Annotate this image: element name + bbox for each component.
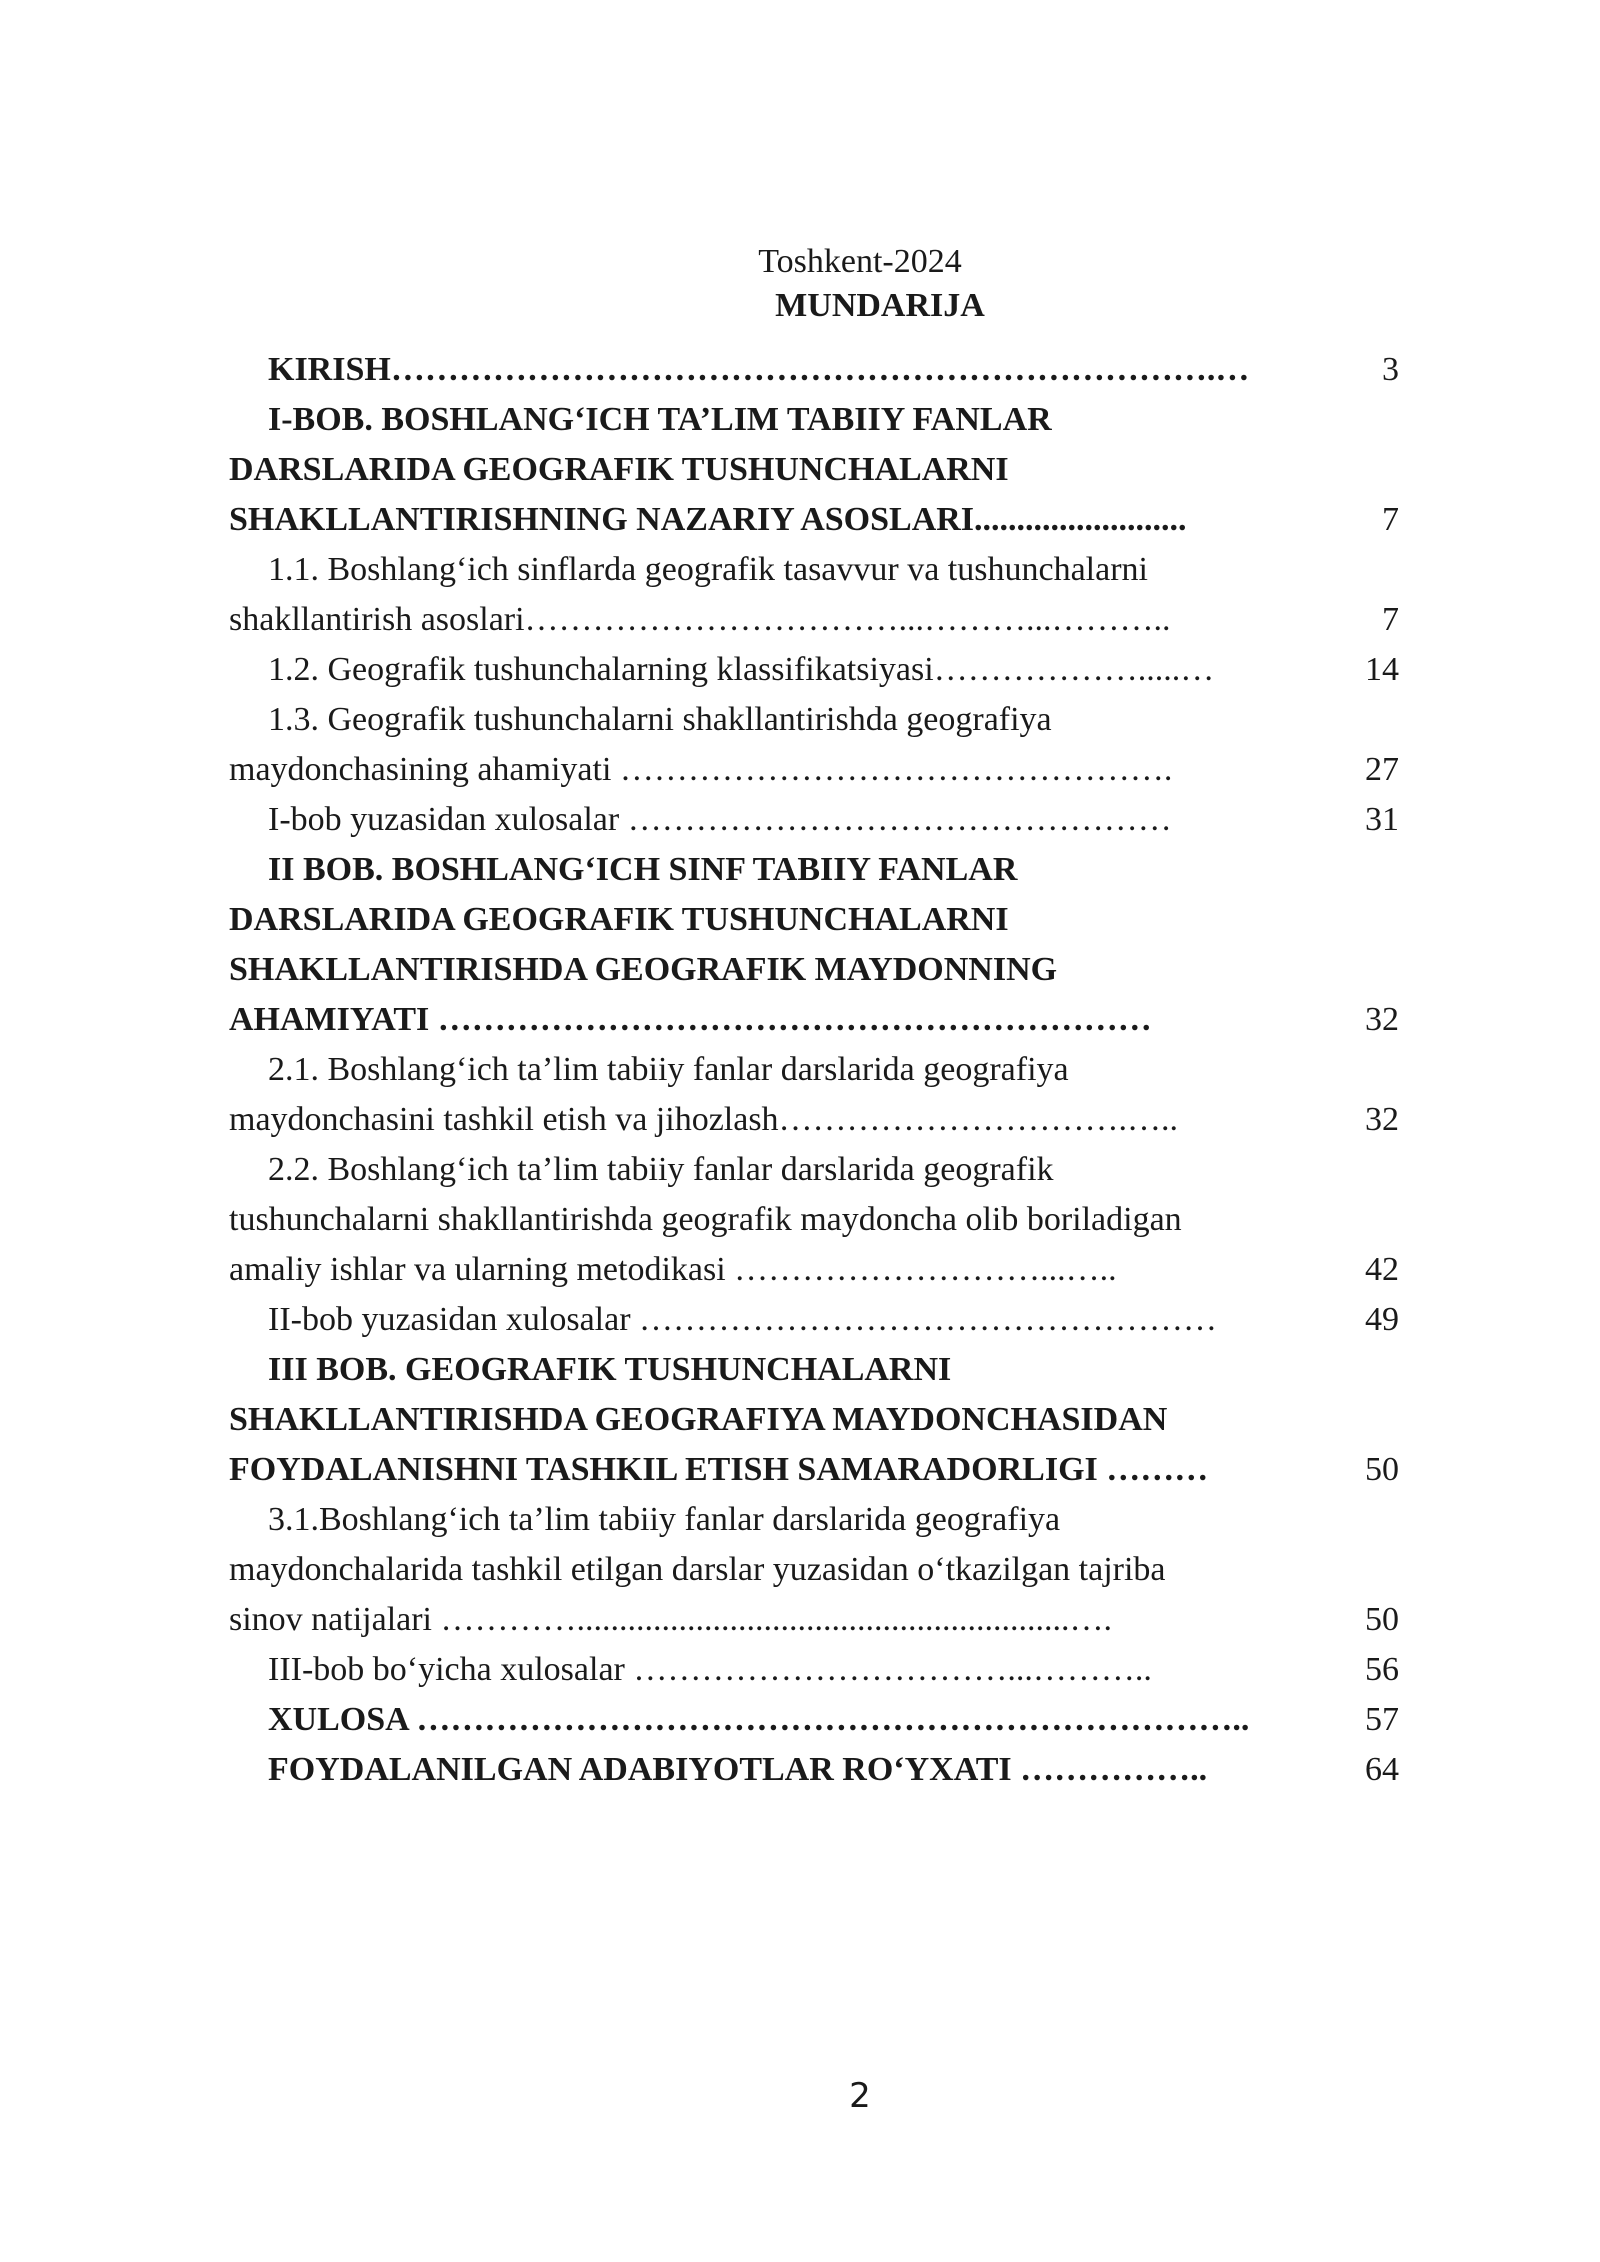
toc-page-number: 50: [1365, 1601, 1399, 1638]
toc-entry-text: 1.1. Boshlang‘ich sinflarda geografik tasavvur va tushunchalarni: [268, 551, 1148, 588]
toc-page-number: 7: [1382, 501, 1399, 538]
toc-entry-line: [229, 395, 1399, 445]
toc-entry-text: DARSLARIDA GEOGRAFIK TUSHUNCHALARNI: [229, 901, 1009, 938]
toc-entry-line: [229, 1495, 1399, 1545]
toc-page-number: 42: [1365, 1251, 1399, 1288]
toc-page-number: 31: [1365, 801, 1399, 838]
toc-entry-line: [229, 1245, 1399, 1295]
toc-entry-text: 3.1.Boshlang‘ich ta’lim tabiiy fanlar darslarida geografiya: [268, 1501, 1061, 1538]
toc-entry[interactable]: [229, 1345, 1399, 1495]
toc-entry-line: [229, 845, 1399, 895]
toc-page-number: 32: [1365, 1001, 1399, 1038]
page-number: 2: [849, 2076, 871, 2116]
toc-entry-line: [229, 1745, 1399, 1795]
toc-entry-text: FOYDALANISHNI TASHKIL ETISH SAMARADORLIGI ………: [229, 1451, 1209, 1488]
toc-page-number: 3: [1382, 351, 1399, 388]
toc-entry-line: [229, 745, 1399, 795]
toc-entry-text: 1.2. Geografik tushunchalarning klassifikatsiyasi……………….....…: [268, 651, 1215, 688]
toc-entry-text: SHAKLLANTIRISHDA GEOGRAFIYA MAYDONCHASIDAN: [229, 1401, 1168, 1438]
toc-entry-line: [229, 1645, 1399, 1695]
toc-entry-line: [229, 1695, 1399, 1745]
toc-entry[interactable]: [229, 1145, 1399, 1295]
toc-entry-line: [229, 1095, 1399, 1145]
toc-entry-text: tushunchalarni shakllantirishda geografik maydoncha olib boriladigan: [229, 1201, 1182, 1238]
toc-entry[interactable]: [229, 395, 1399, 545]
toc-entry-line: [229, 1595, 1399, 1645]
toc-entry-line: [229, 1395, 1399, 1445]
toc-entry-line: [229, 695, 1399, 745]
toc-page-number: 64: [1365, 1751, 1399, 1788]
table-of-contents: [229, 345, 1399, 1795]
page-title: MUNDARIJA: [775, 287, 985, 324]
toc-page-number: 7: [1382, 601, 1399, 638]
toc-entry-line: [229, 795, 1399, 845]
toc-entry-line: [229, 1045, 1399, 1095]
toc-entry[interactable]: [229, 1045, 1399, 1145]
toc-entry[interactable]: [229, 845, 1399, 1045]
toc-entry-text: sinov natijalari …………..........................................................….: [229, 1601, 1113, 1638]
toc-entry-line: [229, 895, 1399, 945]
toc-page-number: 14: [1365, 651, 1399, 688]
toc-entry-text: II BOB. BOSHLANG‘ICH SINF TABIIY FANLAR: [268, 851, 1018, 888]
toc-entry[interactable]: [229, 345, 1399, 395]
toc-entry-line: [229, 1345, 1399, 1395]
toc-entry[interactable]: [229, 1695, 1399, 1745]
toc-entry[interactable]: [229, 1745, 1399, 1795]
toc-page-number: 32: [1365, 1101, 1399, 1138]
toc-page-number: 27: [1365, 751, 1399, 788]
toc-entry-line: [229, 945, 1399, 995]
toc-entry-text: II-bob yuzasidan xulosalar ……………………………………………: [268, 1301, 1218, 1338]
toc-entry-text: I-BOB. BOSHLANG‘ICH TA’LIM TABIIY FANLAR: [268, 401, 1052, 438]
toc-entry[interactable]: [229, 545, 1399, 645]
toc-entry-line: [229, 1295, 1399, 1345]
toc-page-number: 56: [1365, 1651, 1399, 1688]
place-and-year: Toshkent-2024: [758, 243, 962, 280]
toc-entry-line: [229, 445, 1399, 495]
toc-entry-text: SHAKLLANTIRISHDA GEOGRAFIK MAYDONNING: [229, 951, 1058, 988]
toc-entry-line: [229, 345, 1399, 395]
toc-entry-text: DARSLARIDA GEOGRAFIK TUSHUNCHALARNI: [229, 451, 1009, 488]
toc-entry-text: III-bob bo‘yicha xulosalar ……………………………...………..: [268, 1651, 1152, 1688]
toc-entry-line: [229, 1195, 1399, 1245]
toc-entry-text: 2.1. Boshlang‘ich ta’lim tabiiy fanlar darslarida geografiya: [268, 1051, 1069, 1088]
toc-entry-text: amaliy ishlar va ularning metodikasi ………………………...…..: [229, 1251, 1117, 1288]
toc-page-number: 50: [1365, 1451, 1399, 1488]
toc-entry-line: [229, 495, 1399, 545]
toc-entry[interactable]: [229, 1495, 1399, 1645]
toc-entry-text: maydonchasining ahamiyati ………………………………………….: [229, 751, 1173, 788]
toc-entry-text: I-bob yuzasidan xulosalar …………………………………………: [268, 801, 1172, 838]
toc-page-number: 57: [1365, 1701, 1399, 1738]
toc-entry-text: XULOSA ………………………………………………………………..: [268, 1701, 1250, 1738]
toc-entry-text: AHAMIYATI ………………………………………………………: [229, 1001, 1152, 1038]
toc-entry[interactable]: [229, 1645, 1399, 1695]
toc-entry-line: [229, 995, 1399, 1045]
toc-entry[interactable]: [229, 795, 1399, 845]
toc-entry[interactable]: [229, 695, 1399, 795]
toc-entry-text: maydonchasini tashkil etish va jihozlash………………………….…..: [229, 1101, 1179, 1138]
toc-page-number: 49: [1365, 1301, 1399, 1338]
toc-entry-line: [229, 1145, 1399, 1195]
toc-entry-line: [229, 545, 1399, 595]
toc-entry-text: 2.2. Boshlang‘ich ta’lim tabiiy fanlar darslarida geografik: [268, 1151, 1054, 1188]
toc-entry-text: KIRISH……………………………………………………………….…: [268, 351, 1250, 388]
toc-entry-text: SHAKLLANTIRISHNING NAZARIY ASOSLARI.........................: [229, 501, 1187, 538]
toc-entry-text: III BOB. GEOGRAFIK TUSHUNCHALARNI: [268, 1351, 952, 1388]
toc-entry-line: [229, 1445, 1399, 1495]
toc-entry-text: 1.3. Geografik tushunchalarni shakllantirishda geografiya: [268, 701, 1052, 738]
toc-entry-text: maydonchalarida tashkil etilgan darslar yuzasidan o‘tkazilgan tajriba: [229, 1551, 1166, 1588]
toc-entry-line: [229, 595, 1399, 645]
toc-entry-text: FOYDALANILGAN ADABIYOTLAR RO‘YXATI ……………..: [268, 1751, 1208, 1788]
toc-entry-line: [229, 645, 1399, 695]
toc-entry[interactable]: [229, 1295, 1399, 1345]
toc-entry-line: [229, 1545, 1399, 1595]
toc-entry-text: shakllantirish asoslari……………………………...………...………..: [229, 601, 1171, 638]
toc-entry[interactable]: [229, 645, 1399, 695]
